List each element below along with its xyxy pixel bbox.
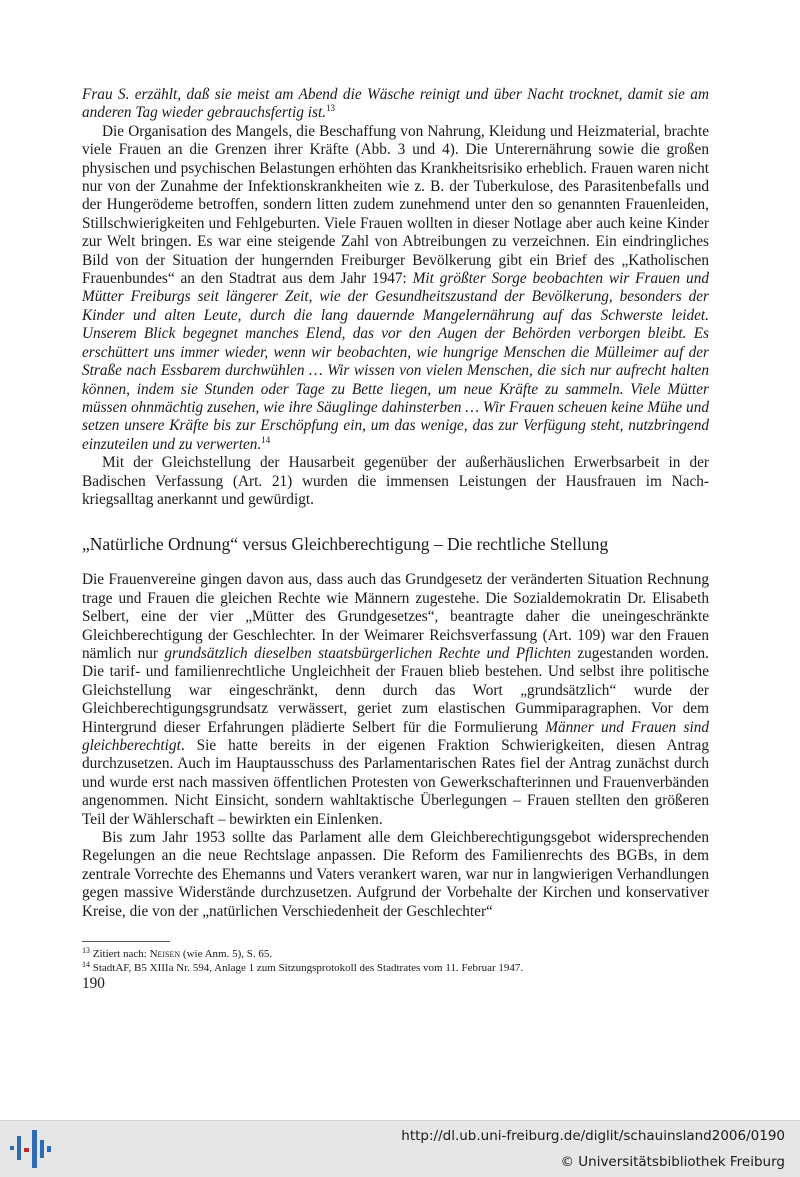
footnote-number: 14	[82, 960, 90, 970]
footnote-text: (wie Anm. 5), S. 65.	[180, 948, 273, 961]
quote-italic: Frau S. erzählt, daß sie meist am Abend die Wäsche reinigt und über Nacht trocknet, damit sie am anderen Tag wieder gebrauchsfertig ist.	[82, 86, 709, 122]
footnote-13	[82, 947, 709, 961]
paragraph-quote-wash	[82, 86, 709, 123]
footnote-ref-14[interactable]: 14	[261, 434, 271, 445]
document-url-link[interactable]: http://dl.ub.uni-freiburg.de/diglit/schauinsland2006/0190	[401, 1128, 785, 1144]
footnote-text: Zitiert nach:	[92, 948, 150, 961]
letter-quote-italic: Mit größter Sorge beobachten wir Frauen und Mütter Freiburgs seit längerer Zeit, wie der Gesundheitszustand der Bevölkerung, besonders der Kinder und alten Leute, durch die lang dauernde Mangelernährung auf das Schwerste leidet. Unserem Blick begegnet manches Elend, das vor den Augen der Behörden verborgen bleibt. Es erschüttert uns immer wieder, wenn wir beobachten, wie hungrige Menschen die Mülleimer auf der Straße nach Essbarem durchwühlen … Wir wissen von vielen Menschen, die sich nur aufrecht halten können, indem sie Stunden oder Tage zu Bette liegen, um neue Kräfte zu sammeln. Viele Mütter müssen ohnmächtig zusehen, wie ihre Säuglinge dahinsterben … Wir Frauen scheuen keine Mühe und setzen unsere Kräfte bis zur Erschöpfung ein, um das wenige, das zur Verfügung steht, nutzbringend einzuteilen und zu verwerten.	[82, 270, 709, 453]
footnote-author: Neisen	[149, 948, 181, 961]
footnote-ref-13[interactable]: 13	[326, 103, 336, 114]
section-heading: „Natürliche Ordnung“ versus Gleichberechtigung – Die rechtliche Stellung	[82, 534, 609, 555]
paragraph-text: Die Organisation des Mangels, die Beschaffung von Nahrung, Kleidung und Heizmaterial, brachte viele Frauen an die Grenzen ihrer Kräfte (Abb. 3 und 4). Die Unterernährung sowie die großen physischen und psychischen Belastungen erhöhten das Krankheitsrisiko erheblich. Frauen waren nicht nur von der Zunahme der Infektionskrankheiten wie z. B. der Tuberkulose, des Parasitenbefalls und der Hungerödeme betroffen, sondern litten zudem zunehmend unter den so genannten Frauenleiden, Stillschwierigkeiten und Fehlgeburten. Viele Frauen wollten in dieser Notlage aber auch keine Kinder zur Welt bringen. Es war eine steigende Zahl von Abtreibungen zu verzeichnen. Ein eindringliches Bild von der Situation der hungernden Freiburger Bevölkerung gibt ein Brief des „Katholischen Frauenbundes“ an den Stadtrat aus dem Jahr 1947:	[82, 122, 709, 288]
paragraph-text: zugestanden worden. Die tarif- und familienrechtliche Ungleichheit der Frauen blieb bestehen. Und selbst ihre politische Gleichstellung war eingeschränkt, denn durch das Wort „grundsätzlich“ wurde der Gleichberechtigungsgrundsatz verwässert, geriet zum elastischen Gummiparagraphen. Vor dem Hintergrund dieser Erfahrungen plädierte Selbert für die Formulierung	[82, 644, 709, 736]
paragraph-text: . Sie hatte bereits in der eigenen Fraktion Schwierigkeiten, diesen Antrag durchzusetzen. Auch im Hauptausschuss des Parlamentarischen Rates fiel der Antrag zunächst durch und wurde erst nach massiven öffentlichen Protesten von Gewerkschafterinnen und Frauenverbänden angenommen. Nicht Einsicht, sondern wahltaktische Überlegungen – Frauen stellten den größeren Teil der Wählerschaft – bewirkten ein Einlenken.	[82, 737, 709, 828]
page-number: 190	[82, 975, 105, 993]
italic-phrase: Männer und Frauen sind gleichberechtigt	[82, 718, 709, 754]
paragraph-parlament: Bis zum Jahr 1953 sollte das Parlament alle dem Gleichberechtigungsgebot widersprechenden Regelungen an die neue Rechtslage anpassen. Die Reform des Familienrechts des BGBs, in dem zentrale Vorrechte des Ehemanns und Vaters verankert waren, war nur in langwierigen Verhandlungen gegen massive Widerstände durchzusetzen. Aufgrund der Vorbehalte der Kirchen und konservativer Kreise, die von der „natürlichen Verschiedenheit der Geschlechter“	[82, 829, 709, 920]
paragraph-organisation	[82, 123, 709, 454]
italic-phrase: grundsätzlich dieselben staatsbürgerlichen Rechte und Pflichten	[164, 644, 572, 662]
document-page	[82, 86, 709, 993]
footnote-14	[82, 961, 709, 975]
paragraph-text: Die Frauenvereine gingen davon aus, dass auch das Grundgesetz der veränderten Situation Rechnung trage und Frauen die gleichen Rechte wie Männern zugestehe. Die Sozialdemokratin Dr. Elisabeth Selbert, eine der vier „Mütter des Grundgesetzes“, beantragte daher die uneingeschränkte Gleichberechtigung der Geschlechter. In der Weimarer Reichsverfassung (Art. 109) war den Frauen nämlich nur	[82, 571, 709, 662]
copyright-text: © Universitätsbibliothek Freiburg	[560, 1154, 785, 1170]
footnote-text: StadtAF, B5 XIIIa Nr. 594, Anlage 1 zum Sitzungsprotokoll des Stadtrates vom 11. Februar 1947.	[92, 962, 524, 975]
ub-freiburg-logo-icon[interactable]	[8, 1128, 52, 1170]
paragraph-frauenvereine	[82, 571, 709, 829]
footnote-divider	[82, 941, 170, 942]
footer-bar	[0, 1120, 800, 1177]
footnote-number: 13	[82, 946, 90, 956]
paragraph-hausarbeit: Mit der Gleichstellung der Hausarbeit gegenüber der außerhäuslichen Erwerbsarbeit in der Badischen Verfassung (Art. 21) wurden die immensen Leistungen der Hausfrauen im Nachkriegsalltag anerkannt und gewürdigt.	[82, 454, 709, 508]
